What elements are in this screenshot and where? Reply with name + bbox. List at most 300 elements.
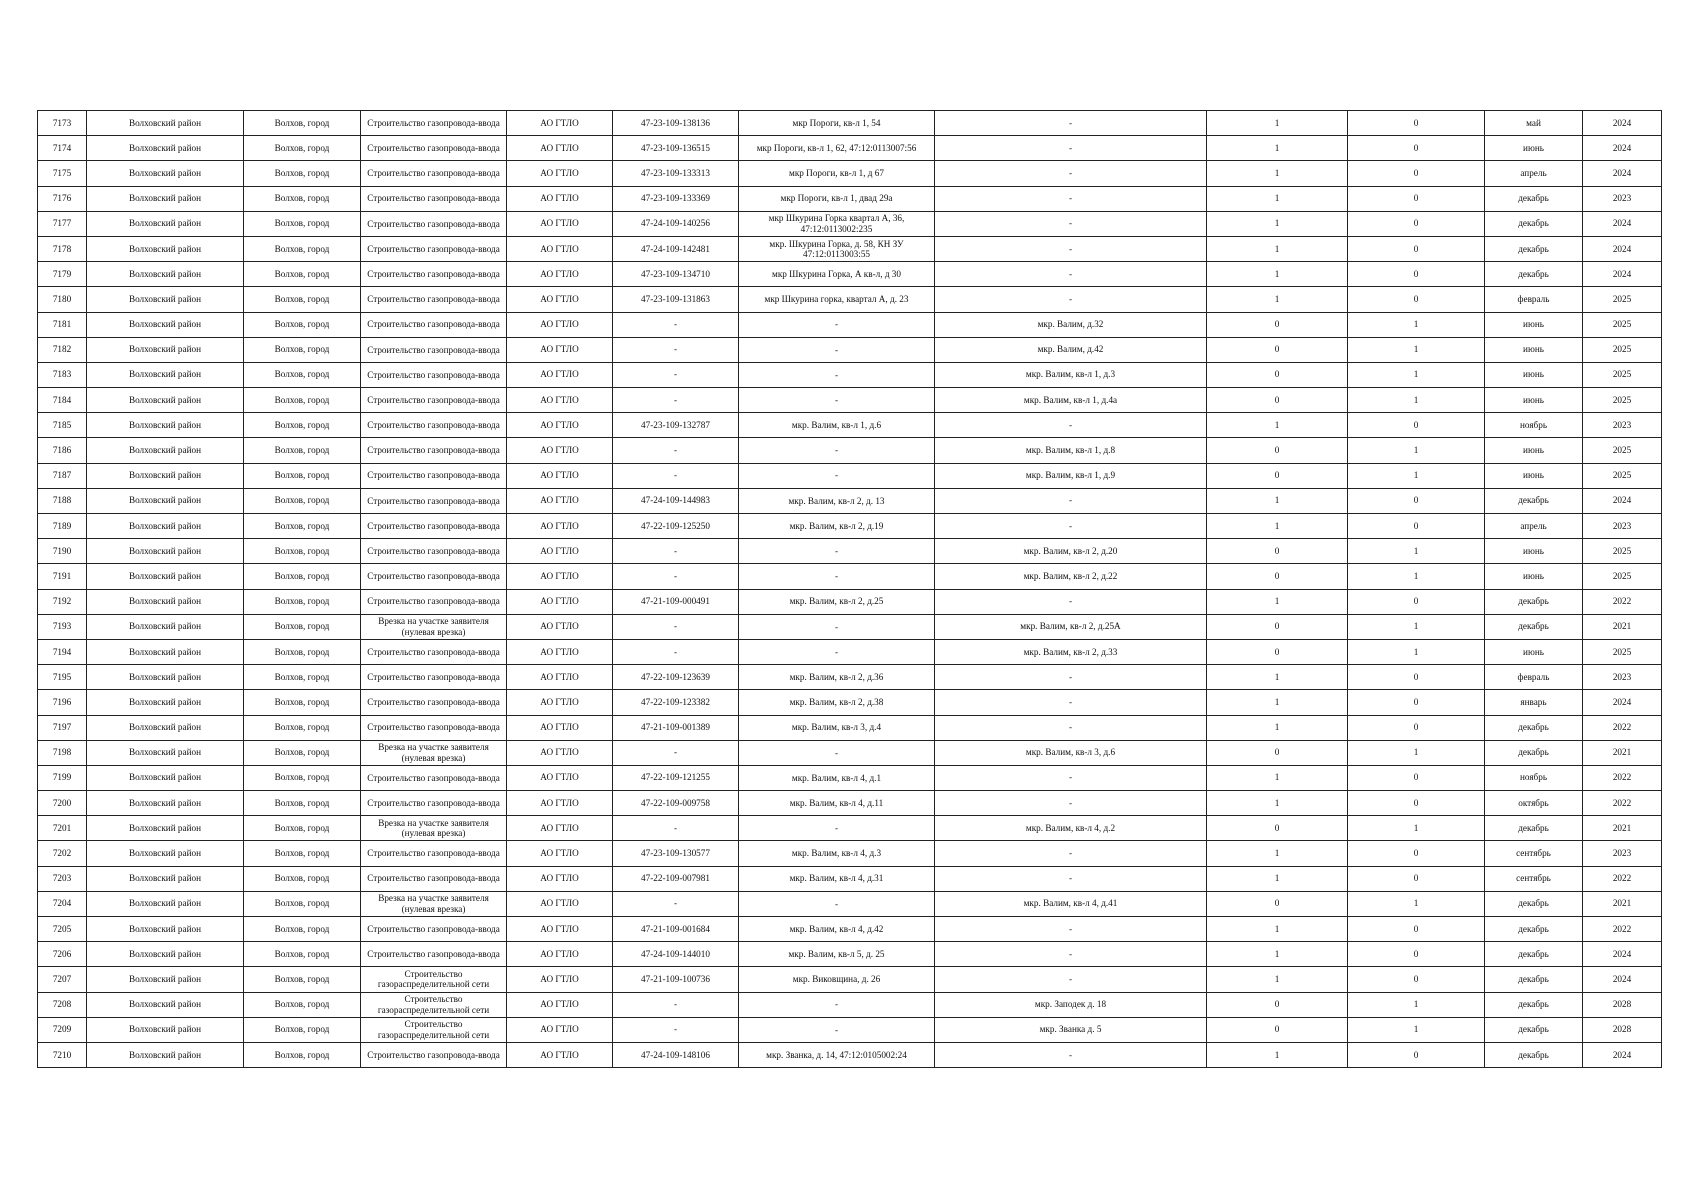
address-cell: мкр Пороги, кв-л 1, 62, 47:12:0113007:56 [739, 136, 935, 161]
year-cell: 2023 [1583, 665, 1662, 690]
count-a-cell: 1 [1207, 236, 1348, 261]
application-number-cell: - [613, 312, 739, 337]
address-cell: - [739, 539, 935, 564]
organization-cell: АО ГТЛО [507, 1042, 613, 1067]
year-cell: 2025 [1583, 639, 1662, 664]
application-number-cell: - [613, 891, 739, 916]
work-type-cell: Строительство газопровода-ввода [361, 514, 507, 539]
count-a-cell: 1 [1207, 967, 1348, 992]
settlement-cell: Волхов, город [244, 639, 361, 664]
district-cell: Волховский район [87, 917, 244, 942]
count-a-cell: 1 [1207, 841, 1348, 866]
count-b-cell: 0 [1348, 665, 1485, 690]
year-cell: 2023 [1583, 841, 1662, 866]
row-number-cell: 7198 [38, 740, 87, 765]
district-cell: Волховский район [87, 514, 244, 539]
organization-cell: АО ГТЛО [507, 262, 613, 287]
settlement-cell: Волхов, город [244, 614, 361, 639]
planned-address-cell: - [935, 161, 1207, 186]
address-cell: мкр. Валим, кв-л 4, д.31 [739, 866, 935, 891]
address-cell: мкр. Валим, кв-л 2, д.36 [739, 665, 935, 690]
planned-address-cell: - [935, 841, 1207, 866]
row-number-cell: 7206 [38, 942, 87, 967]
organization-cell: АО ГТЛО [507, 337, 613, 362]
district-cell: Волховский район [87, 337, 244, 362]
application-number-cell: 47-22-109-125250 [613, 514, 739, 539]
table-row [38, 665, 1662, 690]
organization-cell: АО ГТЛО [507, 413, 613, 438]
district-cell: Волховский район [87, 1042, 244, 1067]
application-number-cell: 47-24-109-140256 [613, 211, 739, 236]
month-cell: декабрь [1485, 589, 1583, 614]
application-number-cell: 47-22-109-121255 [613, 765, 739, 790]
planned-address-cell: - [935, 791, 1207, 816]
table-row [38, 639, 1662, 664]
planned-address-cell: мкр. Валим, кв-л 4, д.2 [935, 816, 1207, 841]
settlement-cell: Волхов, город [244, 564, 361, 589]
settlement-cell: Волхов, город [244, 111, 361, 136]
work-type-cell: Строительство газопровода-ввода [361, 690, 507, 715]
count-a-cell: 0 [1207, 312, 1348, 337]
row-number-cell: 7174 [38, 136, 87, 161]
work-type-cell: Строительство газопровода-ввода [361, 765, 507, 790]
application-number-cell: 47-22-109-123382 [613, 690, 739, 715]
year-cell: 2022 [1583, 791, 1662, 816]
organization-cell: АО ГТЛО [507, 236, 613, 261]
row-number-cell: 7193 [38, 614, 87, 639]
table-row [38, 992, 1662, 1017]
application-number-cell: - [613, 539, 739, 564]
address-cell: - [739, 639, 935, 664]
application-number-cell: 47-23-109-133313 [613, 161, 739, 186]
month-cell: май [1485, 111, 1583, 136]
row-number-cell: 7182 [38, 337, 87, 362]
address-cell: мкр. Валим, кв-л 2, д.19 [739, 514, 935, 539]
row-number-cell: 7188 [38, 488, 87, 513]
address-cell: - [739, 992, 935, 1017]
year-cell: 2024 [1583, 488, 1662, 513]
organization-cell: АО ГТЛО [507, 816, 613, 841]
work-type-cell: Строительство газопровода-ввода [361, 161, 507, 186]
table-row [38, 488, 1662, 513]
planned-address-cell: - [935, 1042, 1207, 1067]
month-cell: ноябрь [1485, 413, 1583, 438]
month-cell: июнь [1485, 639, 1583, 664]
organization-cell: АО ГТЛО [507, 690, 613, 715]
planned-address-cell: мкр. Званка д. 5 [935, 1017, 1207, 1042]
organization-cell: АО ГТЛО [507, 211, 613, 236]
organization-cell: АО ГТЛО [507, 388, 613, 413]
planned-address-cell: - [935, 413, 1207, 438]
organization-cell: АО ГТЛО [507, 866, 613, 891]
settlement-cell: Волхов, город [244, 917, 361, 942]
organization-cell: АО ГТЛО [507, 362, 613, 387]
count-a-cell: 1 [1207, 917, 1348, 942]
application-number-cell: - [613, 337, 739, 362]
count-a-cell: 0 [1207, 337, 1348, 362]
row-number-cell: 7179 [38, 262, 87, 287]
count-b-cell: 0 [1348, 211, 1485, 236]
year-cell: 2024 [1583, 236, 1662, 261]
year-cell: 2024 [1583, 942, 1662, 967]
count-b-cell: 0 [1348, 413, 1485, 438]
row-number-cell: 7190 [38, 539, 87, 564]
organization-cell: АО ГТЛО [507, 765, 613, 790]
organization-cell: АО ГТЛО [507, 539, 613, 564]
application-number-cell: - [613, 816, 739, 841]
district-cell: Волховский район [87, 589, 244, 614]
settlement-cell: Волхов, город [244, 312, 361, 337]
table-row [38, 765, 1662, 790]
district-cell: Волховский район [87, 236, 244, 261]
district-cell: Волховский район [87, 1017, 244, 1042]
table-row [38, 1017, 1662, 1042]
address-cell: мкр Шкурина Горка, А кв-л, д 30 [739, 262, 935, 287]
year-cell: 2023 [1583, 186, 1662, 211]
settlement-cell: Волхов, город [244, 337, 361, 362]
application-number-cell: 47-23-109-130577 [613, 841, 739, 866]
organization-cell: АО ГТЛО [507, 715, 613, 740]
count-a-cell: 1 [1207, 765, 1348, 790]
table-row [38, 816, 1662, 841]
work-type-cell: Строительство газопровода-ввода [361, 715, 507, 740]
work-type-cell: Строительство газопровода-ввода [361, 211, 507, 236]
district-cell: Волховский район [87, 111, 244, 136]
planned-address-cell: - [935, 942, 1207, 967]
district-cell: Волховский район [87, 816, 244, 841]
organization-cell: АО ГТЛО [507, 665, 613, 690]
count-a-cell: 0 [1207, 362, 1348, 387]
settlement-cell: Волхов, город [244, 891, 361, 916]
count-b-cell: 1 [1348, 992, 1485, 1017]
document-page [37, 110, 1661, 1068]
count-b-cell: 1 [1348, 438, 1485, 463]
row-number-cell: 7176 [38, 186, 87, 211]
count-a-cell: 0 [1207, 816, 1348, 841]
year-cell: 2025 [1583, 337, 1662, 362]
organization-cell: АО ГТЛО [507, 942, 613, 967]
district-cell: Волховский район [87, 438, 244, 463]
planned-address-cell: - [935, 262, 1207, 287]
year-cell: 2025 [1583, 463, 1662, 488]
year-cell: 2022 [1583, 917, 1662, 942]
organization-cell: АО ГТЛО [507, 564, 613, 589]
application-number-cell: 47-21-109-000491 [613, 589, 739, 614]
address-cell: мкр Пороги, кв-л 1, двад 29а [739, 186, 935, 211]
count-a-cell: 1 [1207, 589, 1348, 614]
district-cell: Волховский район [87, 841, 244, 866]
application-number-cell: 47-21-109-100736 [613, 967, 739, 992]
row-number-cell: 7204 [38, 891, 87, 916]
settlement-cell: Волхов, город [244, 967, 361, 992]
settlement-cell: Волхов, город [244, 438, 361, 463]
district-cell: Волховский район [87, 539, 244, 564]
settlement-cell: Волхов, город [244, 1017, 361, 1042]
count-b-cell: 0 [1348, 262, 1485, 287]
application-number-cell: - [613, 438, 739, 463]
planned-address-cell: - [935, 765, 1207, 790]
planned-address-cell: мкр. Валим, кв-л 2, д.22 [935, 564, 1207, 589]
application-number-cell: 47-23-109-133369 [613, 186, 739, 211]
count-a-cell: 0 [1207, 891, 1348, 916]
month-cell: декабрь [1485, 1042, 1583, 1067]
month-cell: декабрь [1485, 891, 1583, 916]
settlement-cell: Волхов, город [244, 665, 361, 690]
settlement-cell: Волхов, город [244, 514, 361, 539]
address-cell: мкр Пороги, кв-л 1, д 67 [739, 161, 935, 186]
address-cell: - [739, 816, 935, 841]
application-number-cell: 47-21-109-001684 [613, 917, 739, 942]
count-b-cell: 0 [1348, 161, 1485, 186]
settlement-cell: Волхов, город [244, 791, 361, 816]
year-cell: 2024 [1583, 262, 1662, 287]
count-b-cell: 1 [1348, 564, 1485, 589]
table-row [38, 211, 1662, 236]
month-cell: декабрь [1485, 992, 1583, 1017]
work-type-cell: Строительство газопровода-ввода [361, 639, 507, 664]
work-type-cell: Строительство газопровода-ввода [361, 791, 507, 816]
row-number-cell: 7177 [38, 211, 87, 236]
count-a-cell: 0 [1207, 539, 1348, 564]
address-cell: мкр. Валим, кв-л 2, д.25 [739, 589, 935, 614]
month-cell: апрель [1485, 514, 1583, 539]
table-row [38, 161, 1662, 186]
row-number-cell: 7195 [38, 665, 87, 690]
count-b-cell: 0 [1348, 514, 1485, 539]
work-type-cell: Врезка на участке заявителя (нулевая врезка) [361, 816, 507, 841]
application-number-cell: - [613, 388, 739, 413]
district-cell: Волховский район [87, 614, 244, 639]
planned-address-cell: - [935, 111, 1207, 136]
count-a-cell: 1 [1207, 1042, 1348, 1067]
settlement-cell: Волхов, город [244, 262, 361, 287]
district-cell: Волховский район [87, 665, 244, 690]
planned-address-cell: - [935, 287, 1207, 312]
month-cell: сентябрь [1485, 841, 1583, 866]
application-number-cell: - [613, 1017, 739, 1042]
year-cell: 2021 [1583, 891, 1662, 916]
table-row [38, 111, 1662, 136]
work-type-cell: Строительство газопровода-ввода [361, 1042, 507, 1067]
district-cell: Волховский район [87, 362, 244, 387]
year-cell: 2023 [1583, 514, 1662, 539]
settlement-cell: Волхов, город [244, 136, 361, 161]
planned-address-cell: - [935, 715, 1207, 740]
application-number-cell: 47-24-109-144010 [613, 942, 739, 967]
settlement-cell: Волхов, город [244, 362, 361, 387]
count-b-cell: 0 [1348, 841, 1485, 866]
year-cell: 2024 [1583, 111, 1662, 136]
month-cell: июнь [1485, 438, 1583, 463]
district-cell: Волховский район [87, 388, 244, 413]
organization-cell: АО ГТЛО [507, 1017, 613, 1042]
address-cell: мкр Шкурина Горка квартал А, 36, 47:12:0113002:235 [739, 211, 935, 236]
year-cell: 2024 [1583, 690, 1662, 715]
row-number-cell: 7175 [38, 161, 87, 186]
count-a-cell: 1 [1207, 413, 1348, 438]
count-a-cell: 1 [1207, 488, 1348, 513]
count-a-cell: 0 [1207, 614, 1348, 639]
settlement-cell: Волхов, город [244, 236, 361, 261]
row-number-cell: 7208 [38, 992, 87, 1017]
work-type-cell: Строительство газопровода-ввода [361, 539, 507, 564]
row-number-cell: 7183 [38, 362, 87, 387]
year-cell: 2022 [1583, 589, 1662, 614]
organization-cell: АО ГТЛО [507, 111, 613, 136]
settlement-cell: Волхов, город [244, 589, 361, 614]
settlement-cell: Волхов, город [244, 765, 361, 790]
table-row [38, 438, 1662, 463]
year-cell: 2028 [1583, 1017, 1662, 1042]
row-number-cell: 7196 [38, 690, 87, 715]
district-cell: Волховский район [87, 413, 244, 438]
district-cell: Волховский район [87, 211, 244, 236]
month-cell: сентябрь [1485, 866, 1583, 891]
work-type-cell: Строительство газопровода-ввода [361, 917, 507, 942]
organization-cell: АО ГТЛО [507, 438, 613, 463]
count-a-cell: 1 [1207, 942, 1348, 967]
count-a-cell: 0 [1207, 992, 1348, 1017]
year-cell: 2025 [1583, 564, 1662, 589]
organization-cell: АО ГТЛО [507, 614, 613, 639]
organization-cell: АО ГТЛО [507, 161, 613, 186]
work-type-cell: Строительство газопровода-ввода [361, 463, 507, 488]
settlement-cell: Волхов, город [244, 992, 361, 1017]
count-b-cell: 1 [1348, 740, 1485, 765]
count-b-cell: 1 [1348, 816, 1485, 841]
work-type-cell: Строительство газопровода-ввода [361, 136, 507, 161]
settlement-cell: Волхов, город [244, 211, 361, 236]
address-cell: мкр. Виковщина, д. 26 [739, 967, 935, 992]
planned-address-cell: мкр. Валим, кв-л 1, д.8 [935, 438, 1207, 463]
district-cell: Волховский район [87, 791, 244, 816]
row-number-cell: 7201 [38, 816, 87, 841]
work-type-cell: Строительство газопровода-ввода [361, 388, 507, 413]
work-type-cell: Строительство газопровода-ввода [361, 665, 507, 690]
organization-cell: АО ГТЛО [507, 463, 613, 488]
district-cell: Волховский район [87, 488, 244, 513]
organization-cell: АО ГТЛО [507, 791, 613, 816]
planned-address-cell: мкр. Валим, кв-л 1, д.4а [935, 388, 1207, 413]
count-b-cell: 0 [1348, 287, 1485, 312]
district-cell: Волховский район [87, 942, 244, 967]
address-cell: - [739, 1017, 935, 1042]
month-cell: декабрь [1485, 740, 1583, 765]
address-cell: мкр. Валим, кв-л 2, д. 13 [739, 488, 935, 513]
year-cell: 2028 [1583, 992, 1662, 1017]
count-a-cell: 1 [1207, 111, 1348, 136]
settlement-cell: Волхов, город [244, 1042, 361, 1067]
row-number-cell: 7210 [38, 1042, 87, 1067]
row-number-cell: 7191 [38, 564, 87, 589]
work-type-cell: Строительство газопровода-ввода [361, 186, 507, 211]
settlement-cell: Волхов, город [244, 740, 361, 765]
application-number-cell: 47-22-109-009758 [613, 791, 739, 816]
organization-cell: АО ГТЛО [507, 917, 613, 942]
organization-cell: АО ГТЛО [507, 312, 613, 337]
planned-address-cell: мкр. Валим, кв-л 1, д.9 [935, 463, 1207, 488]
work-type-cell: Строительство газопровода-ввода [361, 488, 507, 513]
settlement-cell: Волхов, город [244, 841, 361, 866]
address-cell: мкр. Званка, д. 14, 47:12:0105002:24 [739, 1042, 935, 1067]
count-b-cell: 1 [1348, 337, 1485, 362]
month-cell: декабрь [1485, 488, 1583, 513]
work-type-cell: Строительство газораспределительной сети [361, 1017, 507, 1042]
gasification-table [37, 110, 1662, 1068]
work-type-cell: Строительство газопровода-ввода [361, 337, 507, 362]
organization-cell: АО ГТЛО [507, 891, 613, 916]
count-a-cell: 0 [1207, 740, 1348, 765]
count-a-cell: 0 [1207, 564, 1348, 589]
work-type-cell: Строительство газопровода-ввода [361, 564, 507, 589]
settlement-cell: Волхов, город [244, 161, 361, 186]
year-cell: 2022 [1583, 866, 1662, 891]
application-number-cell: 47-24-109-148106 [613, 1042, 739, 1067]
planned-address-cell: - [935, 866, 1207, 891]
count-a-cell: 1 [1207, 136, 1348, 161]
row-number-cell: 7205 [38, 917, 87, 942]
table-row [38, 463, 1662, 488]
month-cell: декабрь [1485, 186, 1583, 211]
year-cell: 2025 [1583, 539, 1662, 564]
planned-address-cell: мкр. Валим, кв-л 2, д.20 [935, 539, 1207, 564]
row-number-cell: 7189 [38, 514, 87, 539]
planned-address-cell: мкр. Валим, кв-л 2, д.33 [935, 639, 1207, 664]
count-b-cell: 1 [1348, 891, 1485, 916]
row-number-cell: 7187 [38, 463, 87, 488]
planned-address-cell: - [935, 488, 1207, 513]
table-row [38, 362, 1662, 387]
table-row [38, 337, 1662, 362]
count-a-cell: 1 [1207, 514, 1348, 539]
table-row [38, 866, 1662, 891]
address-cell: мкр. Валим, кв-л 4, д.42 [739, 917, 935, 942]
planned-address-cell: - [935, 690, 1207, 715]
count-b-cell: 1 [1348, 463, 1485, 488]
work-type-cell: Строительство газораспределительной сети [361, 967, 507, 992]
planned-address-cell: мкр. Валим, кв-л 1, д.3 [935, 362, 1207, 387]
year-cell: 2022 [1583, 765, 1662, 790]
count-b-cell: 0 [1348, 715, 1485, 740]
table-row [38, 514, 1662, 539]
month-cell: декабрь [1485, 236, 1583, 261]
work-type-cell: Строительство газопровода-ввода [361, 236, 507, 261]
count-b-cell: 1 [1348, 312, 1485, 337]
row-number-cell: 7200 [38, 791, 87, 816]
month-cell: декабрь [1485, 942, 1583, 967]
district-cell: Волховский район [87, 740, 244, 765]
application-number-cell: - [613, 614, 739, 639]
year-cell: 2023 [1583, 413, 1662, 438]
count-b-cell: 0 [1348, 136, 1485, 161]
organization-cell: АО ГТЛО [507, 967, 613, 992]
district-cell: Волховский район [87, 161, 244, 186]
address-cell: мкр. Валим, кв-л 4, д.1 [739, 765, 935, 790]
work-type-cell: Строительство газопровода-ввода [361, 111, 507, 136]
application-number-cell: 47-23-109-134710 [613, 262, 739, 287]
organization-cell: АО ГТЛО [507, 136, 613, 161]
row-number-cell: 7184 [38, 388, 87, 413]
table-row [38, 690, 1662, 715]
row-number-cell: 7181 [38, 312, 87, 337]
settlement-cell: Волхов, город [244, 690, 361, 715]
organization-cell: АО ГТЛО [507, 639, 613, 664]
month-cell: июнь [1485, 312, 1583, 337]
count-b-cell: 0 [1348, 1042, 1485, 1067]
table-row [38, 564, 1662, 589]
year-cell: 2025 [1583, 438, 1662, 463]
month-cell: декабрь [1485, 211, 1583, 236]
